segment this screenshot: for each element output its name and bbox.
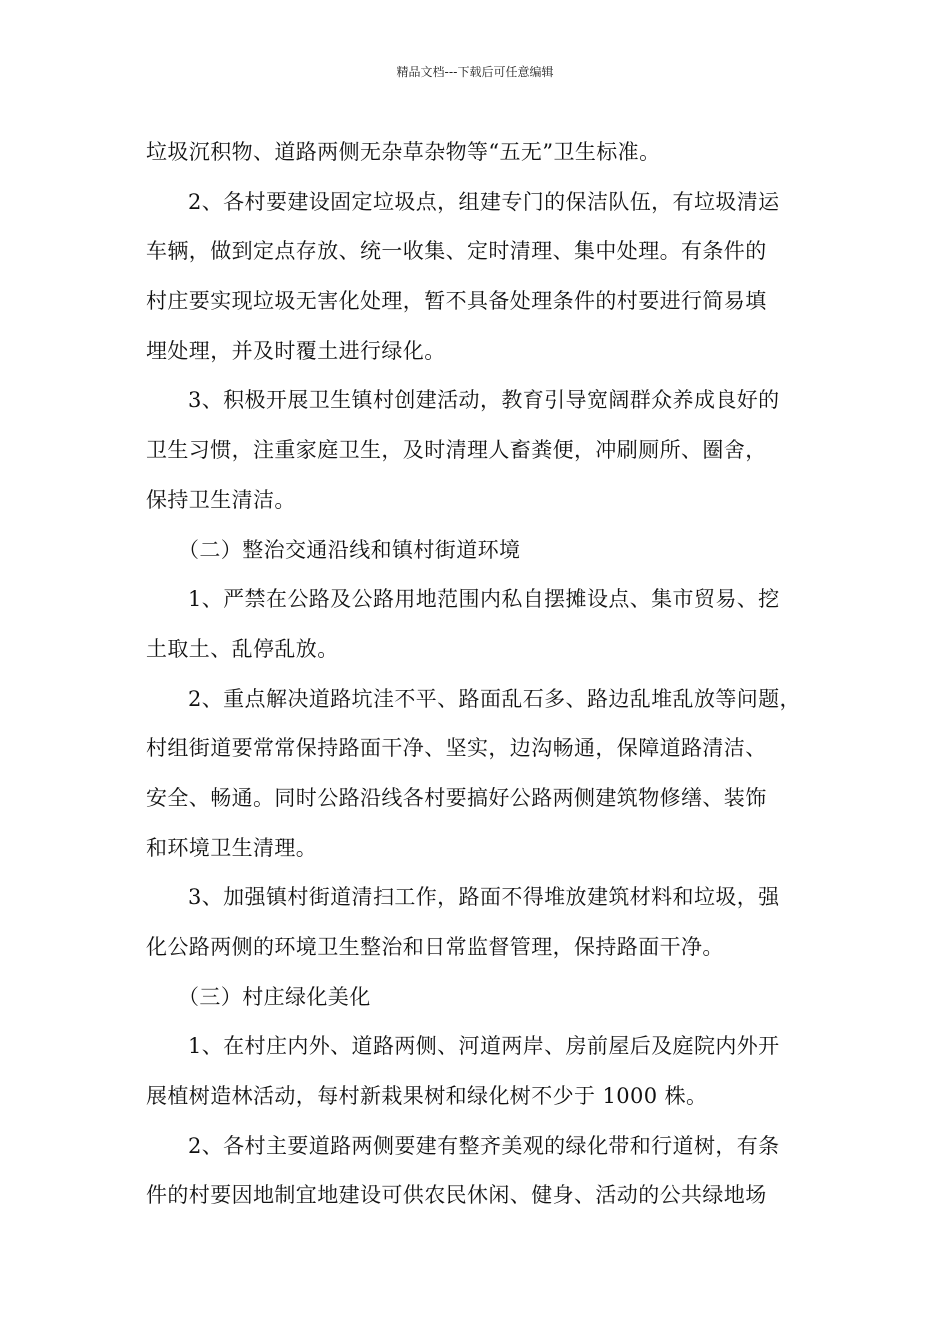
text-line-21: 2、各村主要道路两侧要建有整齐美观的绿化带和行道树，有条 bbox=[188, 1133, 780, 1158]
text-line-12: 2、重点解决道路坑洼不平、路面乱石多、路边乱堆乱放等问题， bbox=[188, 686, 801, 711]
text-line-3: 车辆，做到定点存放、统一收集、定时清理、集中处理。有条件的 bbox=[146, 239, 767, 264]
text-line-14: 安全、畅通。同时公路沿线各村要搞好公路两侧建筑物修缮、装饰 bbox=[146, 785, 767, 810]
text-line-10: 1、严禁在公路及公路用地范围内私自摆摊设点、集市贸易、挖 bbox=[188, 587, 780, 612]
text-line-4: 村庄要实现垃圾无害化处理，暂不具备处理条件的村要进行简易填 bbox=[146, 289, 767, 314]
text-line-2: 2、各村要建设固定垃圾点，组建专门的保洁队伍，有垃圾清运 bbox=[188, 189, 780, 214]
page-header: 精品文档---下载后可任意编辑 bbox=[396, 65, 554, 79]
text-line-19: 1、在村庄内外、道路两侧、河道两岸、房前屋后及庭院内外开 bbox=[188, 1034, 780, 1059]
text-line-6: 3、积极开展卫生镇村创建活动，教育引导宽阔群众养成良好的 bbox=[188, 388, 780, 413]
text-line-5: 埋处理，并及时覆土进行绿化。 bbox=[146, 338, 446, 363]
text-line-16: 3、加强镇村街道清扫工作，路面不得堆放建筑材料和垃圾，强 bbox=[188, 885, 780, 910]
text-line-15: 和环境卫生清理。 bbox=[146, 835, 318, 860]
document-body bbox=[146, 128, 806, 1221]
text-line-7: 卫生习惯，注重家庭卫生，及时清理人畜粪便，冲刷厕所、圈舍， bbox=[146, 438, 767, 463]
text-line-13: 村组街道要常常保持路面干净、坚实，边沟畅通，保障道路清洁、 bbox=[146, 736, 767, 761]
text-line-11: 土取土、乱停乱放。 bbox=[146, 636, 339, 661]
text-line-1: 垃圾沉积物、道路两侧无杂草杂物等“五无”卫生标准。 bbox=[146, 140, 661, 164]
section-heading-2: （二）整治交通沿线和镇村街道环境 bbox=[178, 537, 521, 562]
section-heading-3: （三）村庄绿化美化 bbox=[178, 984, 371, 1009]
text-line-17: 化公路两侧的环境卫生整治和日常监督管理，保持路面干净。 bbox=[146, 935, 724, 959]
text-line-20: 展植树造林活动，每村新栽果树和绿化树不少于 1000 株。 bbox=[146, 1084, 708, 1109]
text-line-8: 保持卫生清洁。 bbox=[146, 487, 296, 512]
text-line-22: 件的村要因地制宜地建设可供农民休闲、健身、活动的公共绿地场 bbox=[146, 1183, 767, 1208]
